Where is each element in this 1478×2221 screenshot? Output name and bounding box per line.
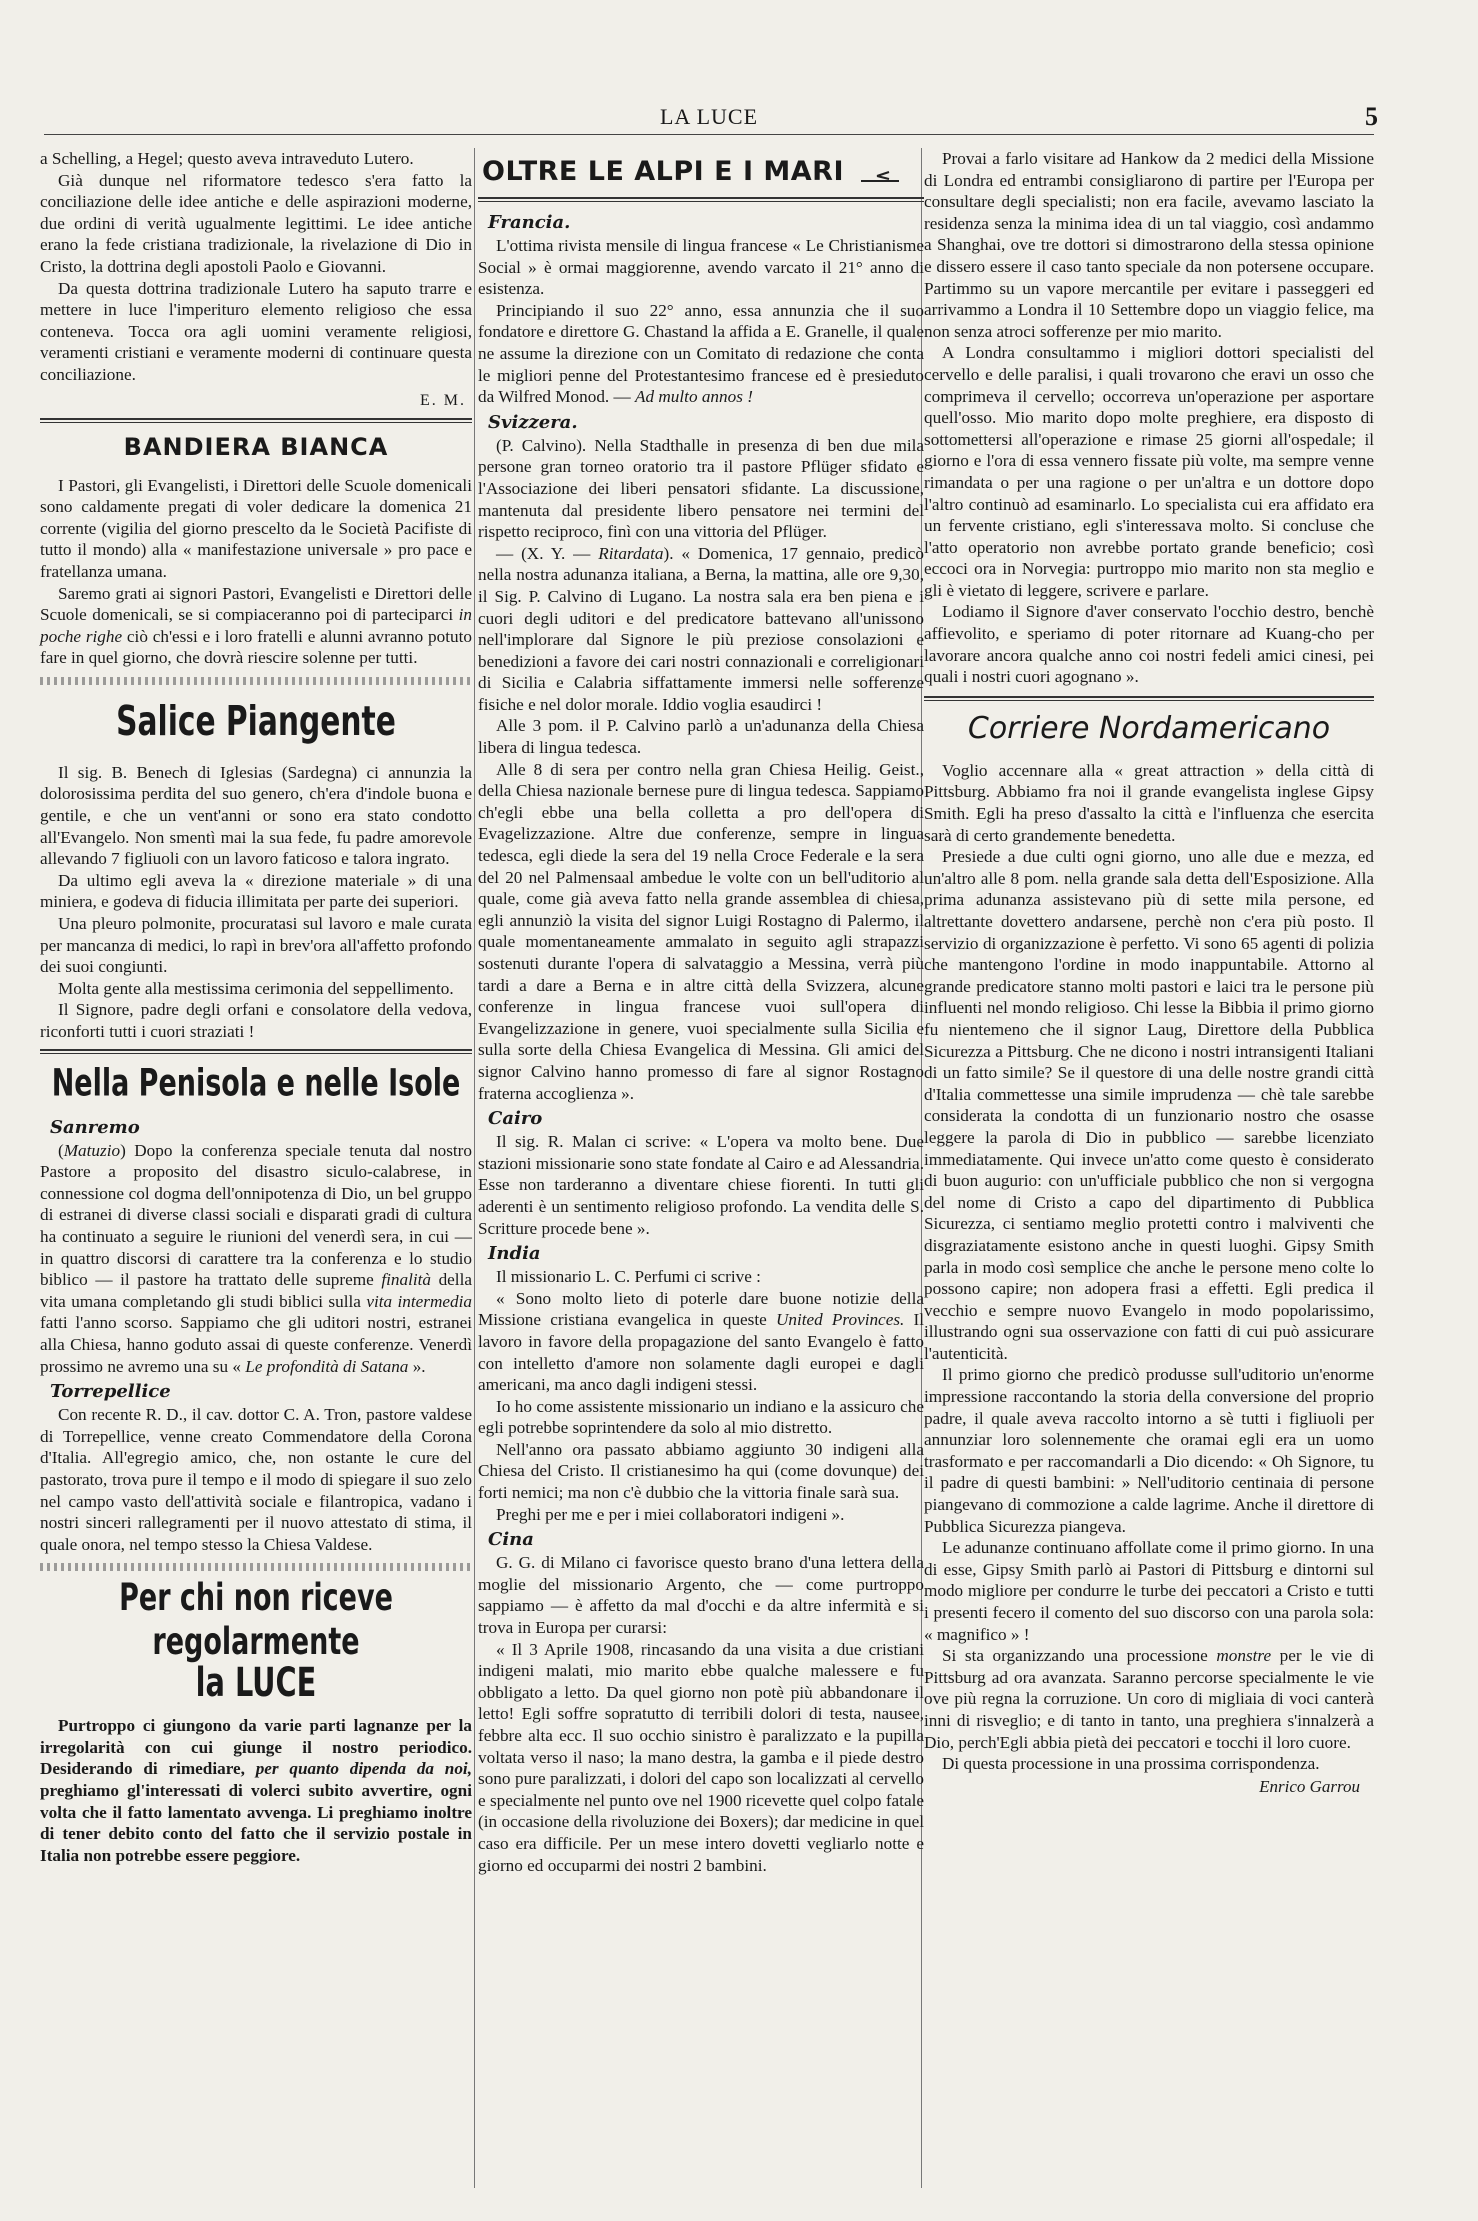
paragraph: Alle 8 di sera per contro nella gran Chiesa Heilig. Geist., della Chiesa nazionale bernese pure di lingua tedesca. Sappiamo ch'egli ebbe una bella colletta a pro dell'opera di Evagelizzazione. Altre due conferenze, sempre in lingua tedesca, egli diede la sera del 19 nella Croce Federale e la sera del 20 nel Palmensaal ambedue le volte con un bell'uditorio al quale, come già aveva fatto nella grande assemblea di chiesa, egli annunziò la visita del signor Luigi Rostagno di Palermo, il quale momentaneamente ammalato in seguito agli strapazzi sostenuti durante l'opera di salvataggio a Messina, verrà più tardi a dare a Berna e in altre città della Svizzera, alcune conferenze in lingua francese vuoi sull'opera di Evangelizzazione in genere, vuoi specialmente sulla Sicilia e sulla sorte della Chiesa Evangelica di Messina. Gli amici del signor Calvino hanno promesso di fare al signor Rostagno fraterna accoglienza ». <box>478 759 924 1103</box>
section-title-salice: Salice Piangente <box>116 696 396 745</box>
paragraph: Il sig. R. Malan ci scrive: « L'opera va molto bene. Due stazioni missionarie sono state fondate al Cairo e ad Alessandria. Esse non tarderanno a diventare chiese fiorenti. In tutti gli aderenti è un sentimento religioso profondo. La vendita delle S. Scritture procede bene ». <box>478 1132 924 1238</box>
paragraph: Io ho come assistente missionario un indiano e la assicuro che egli potrebbe soprintendere da solo al mio distretto. <box>478 1396 924 1438</box>
paragraph: Il Signore, padre degli orfani e consolatore della vedova, riconforti tutti i cuori straziati ! <box>40 1000 472 1041</box>
paragraph: I Pastori, gli Evangelisti, i Direttori delle Scuole domenicali sono caldamente pregati di voler dedicare la domenica 21 corrente (vigilia del giorno prescelto da le Società Pacifiste di tutto il mondo) alla « manifestazione universale » pro pace e fratellanza umana. <box>40 475 472 581</box>
paragraph: Una pleuro polmonite, procuratasi sul lavoro e male curata per mancanza di medici, lo rapì in brev'ora all'affetto profondo dei suoi congiunti. <box>40 914 472 977</box>
subheading-francia: Francia. <box>488 212 571 233</box>
page-header <box>44 102 1378 135</box>
paragraph: Principiando il suo 22° anno, essa annunzia che il suo fondatore e direttore G. Chastand la affida a E. Granelle, il quale ne assume la direzione con un Comitato di redazione che conta le migliori penne del Protestantesimo francese ed è presieduto da Wilfred Monod. — Ad multo annos ! <box>478 300 924 407</box>
section-title-per-chi: Per chi non riceve regolarmente <box>119 1576 393 1665</box>
section-divider <box>40 1049 472 1054</box>
subheading-svizzera: Svizzera. <box>488 411 578 433</box>
paragraph: Saremo grati ai signori Pastori, Evangelisti e Direttori delle Scuole domenicali, se si compiaceranno poi di parteciparci in poche righe ciò ch'essi e i loro fratelli e alunni avranno potuto fare in quel giorno, che dovrà riescire solenne per tutti. <box>40 583 472 668</box>
paragraph: — (X. Y. — Ritardata). « Domenica, 17 gennaio, predicò nella nostra adunanza italiana, a Berna, la mattina, alle ore 9,30, il Sig. P. Calvino di Lugano. La nostra sala era ben piena e i cuori degli uditori e del predicatore battevano all'unissono nell'implorare dal Signore le più preziose consolazioni e benedizioni a favore dei cari nostri connazionali e correligionari di Sicilia e Calabria siffattamente immersi nelle sofferenze fisiche e nel dolor morale. Iddio voglia esaudirci ! <box>478 543 924 714</box>
paragraph: « Sono molto lieto di poterle dare buone notizie della Missione cristiana evangelica in queste United Provinces. Il lavoro in favore della propagazione del santo Evangelo è fatto con intelletto d'amore non solamente dagli europei e dagli americani, ma anco dagli indigeni stessi. <box>478 1288 925 1395</box>
section-title-penisola: Nella Penisola e nelle Isole <box>51 1061 461 1105</box>
paragraph: Presiede a due culti ogni giorno, uno alle due e mezza, ed un'altro alle 8 pom. nella grande sala detta dell'Esposizione. Alla prima adunanza assistevano più di sette mila persone, ed altrettante dovettero andarsene, perchè non c'era più posto. Il servizio di organizzazione è perfetto. Vi sono 65 agenti di polizia che mantengono l'ordine in modo inappuntabile. Attorno al grande predicatore stanno molti pastori e laici tra le persone più influenti nel mondo religioso. Chi lesse la Bibbia il primo giorno fu nientemeno che il signor Laug, Direttore della Pubblica Sicurezza a Pittsburg. Che ne dicono i nostri intransigenti Italiani di un fatto simile? Se il questore di una delle nostre grandi città d'Italia commettesse una simile imprudenza — chè tale sarebbe considerata la condotta di un funzionario nostro che osasse leggere la parola di Dio in pubblico — sarebbe licenziato immediatamente. Qui invece un'atto come questo è considerato di buon augurio: con un'ufficiale pubblico che non si vergogna del nome di Cristo a capo del dipartimento di Pubblica Sicurezza, ci sentiamo meglio protetti contro i malviventi che disgraziatamente esistono anche in questi luoghi. Gipsy Smith parla in modo così semplice che anche le persone meno colte lo possono capire; non adopera frasi a effetti. Egli predica il vecchio e sempre nuovo Evangelo in modo popolarissimo, illustrando ogni sua osservazione con fatti di cui può assicurare l'autenticità. <box>924 847 1374 1363</box>
paragraph: Il missionario L. C. Perfumi ci scrive : <box>496 1267 761 1287</box>
section-divider <box>924 696 1374 701</box>
running-title: LA LUCE <box>659 104 759 129</box>
paragraph: G. G. di Milano ci favorisce questo brano d'una lettera della moglie del missionario Argento, che — come purtroppo sappiamo — è affetto da mal d'occhi e da altre infermità e si trova in Europa per curarsi: <box>478 1553 924 1638</box>
paragraph: Nell'anno ora passato abbiamo aggiunto 30 indigeni alla Chiesa del Cristo. Il cristianesimo ha qui (come dovunque) dei forti nemici; ma non c'è dubbio che la vittoria finale sarà sua. <box>478 1439 924 1503</box>
paragraph: Si sta organizzando una processione monstre per le vie di Pittsburg ad ora avanzata. Saranno percorse specialmente le vie ove più regna la corruzione. Un coro di migliaia di voci canterà inni di risveglio; e di tanto in tanto, una preghiera s'innalzerà a Dio, perch'Egli abbia pietà dei peccatori e tocchi il loro cuore. <box>924 1646 1374 1752</box>
column-left <box>40 148 472 1866</box>
section-divider <box>478 197 924 202</box>
paragraph: Preghi per me e per i miei collaboratori indigeni ». <box>496 1504 845 1524</box>
subheading-torrepellice: Torrepellice <box>50 1381 171 1403</box>
subheading-cairo: Cairo <box>488 1108 543 1130</box>
section-title-bandiera: BANDIERA BIANCA <box>123 432 389 461</box>
section-title-la-luce: la LUCE <box>195 1658 317 1707</box>
paragraph: Le adunanze continuano affollate come il primo giorno. In una di esse, Gipsy Smith parlò ai Pastori di Pittsburg e dintorni sul modo migliore per condurre le turbe dei peccatori a Cristo e tutti i presenti fecero il comento del suo discorso con una parola sola: « magnifico » ! <box>924 1538 1374 1644</box>
column-rule-1 <box>474 148 475 2188</box>
paragraph: Lodiamo il Signore d'aver conservato l'occhio destro, benchè affievolito, e speriamo di poter ritornare ad Kuang-cho per lavorare ancora qualche anno coi nostri fedeli amici cinesi, pei quali i nostri cuori agognano ». <box>924 602 1374 687</box>
paragraph: Purtroppo ci giungono da varie parti lagnanze per la irregolarità con cui giunge il nostro periodico. Desiderando di rimediare, per quanto dipenda da noi, preghiamo gl'interessati di volerci subito avvertire, ogni volta che il fatto lamentato avvenga. Li preghiamo inoltre di tener debito conto del fatto che il servizio postale in Italia non potrebbe essere peggiore. <box>40 1716 472 1865</box>
section-title-corriere: Corriere Nordamericano <box>967 710 1331 746</box>
paragraph: Con recente R. D., il cav. dottor C. A. Tron, pastore valdese di Torrepellice, venne creato Commendatore della Corona d'Italia. All'egregio amico, che, non ostante le cure del pastorato, trova pure il tempo e il modo di spiegare il suo zelo nel campo vasto dell'attività sociale e filantropica, vadano i nostri sinceri rallegramenti per il nuovo attestato di stima, il quale onora, nel tempo stesso la Chiesa Valdese. <box>40 1405 472 1554</box>
paragraph: « Il 3 Aprile 1908, rincasando da una visita a due cristiani indigeni malati, mio marito ebbe qualche malessere e fu obbligato a letto. Da quel giorno non potè più abbandonare il letto! Egli soffre sopratutto di terribili dolori di testa, nausee, febbre alta ecc. Il suo occhio sinistro è paralizzato e la pupilla voltata verso il naso; la mano destra, la gamba e il piede destro sono pure paralizzati, i dolori del capo son localizzati al cervello e specialmente nel punto ove nel 1900 ricevette quel colpo fatale (in occasione della rivoluzione dei Boxers); dar medicine in quel caso era difficile. Per un mese intero dovetti vegliarlo notte e giorno ed occuparmi dei nostri 2 bambini. <box>478 1639 924 1875</box>
paragraph: A Londra consultammo i migliori dottori specialisti del cervello e delle paralisi, i quali trovarono che eravi un osso che comprimeva il cervello; occorreva un'operazione per asportare quell'osso. Mio marito dopo molte preghiere, era disposto di sottomettersi all'operazione e rimase 25 giorni all'ospedale; il giorno e l'ora di essa vennero fissate più volte, ma sempre venne rimandata o per una ragione o per un'altra e un dottore dopo l'altro continuò ad esaminarlo. Lo specialista cui era affidato era un fervente cristiano, egli s'interessava molto. Si concluse che l'atto operatorio non avrebbe portato grande beneficio; così eccoci ora in Norvegia: purtroppo mio marito non sta meglio e gli è vietato di leggere, scrivere e parlare. <box>924 343 1374 600</box>
subheading-cina: Cina <box>488 1529 534 1551</box>
page-number: 5 <box>1365 102 1378 131</box>
paragraph: Di questa processione in una prossima corrispondenza. <box>942 1754 1320 1774</box>
paragraph: Alle 3 pom. il P. Calvino parlò a un'adunanza della Chiesa libera di lingua tedesca. <box>478 716 924 758</box>
paragraph: Da questa dottrina tradizionale Lutero ha saputo trarre e mettere in luce l'imperituro elemento religioso che essa conteneva. Tocca ora agli uomini veramente religiosi, veramenti cristiani e veramente moderni di continuare questa conciliazione. <box>40 278 472 384</box>
column-right <box>924 148 1374 1797</box>
subheading-sanremo: Sanremo <box>50 1116 140 1138</box>
section-divider <box>40 418 472 423</box>
paragraph: Provai a farlo visitare ad Hankow da 2 medici della Missione di Londra ed entrambi consigliarono di partire per l'Europa per consultare degli specialisti; non era facile, avevamo lasciato la residenza senza la minima idea di un tal viaggio, così andammo a Shanghai, ove tre dottori si dimostrarono della stessa opinione e dissero essere il caso tanto speciale da non potersene occupare. Partimmo su un vapore mercantile per evitare i passeggeri ed arrivammo a Londra il 10 Settembre dopo un viaggio felice, ma non senza atroci sofferenze per mio marito. <box>924 149 1374 341</box>
ornament-icon <box>859 167 901 185</box>
subheading-india: India <box>488 1243 541 1265</box>
section-title-oltre: OLTRE LE ALPI E I MARI <box>482 156 924 187</box>
paragraph: (P. Calvino). Nella Stadthalle in presenza di ben due mila persone gran torneo oratorio tra il pastore Pflüger sfidato e l'Associazione dei liberi pensatori sfidante. La discussione, mantenuta dal presidente libero pensatore nei termini del rispetto reciproco, finì con una vittoria del Pflüger. <box>478 435 924 542</box>
section-divider <box>40 677 472 685</box>
paragraph: L'ottima rivista mensile di lingua francese « Le Christianisme Social » è ormai maggiorenne, avendo varcato il 21° anno di esistenza. <box>478 236 924 299</box>
paragraph: Molta gente alla mestissima cerimonia del seppellimento. <box>58 978 454 998</box>
paragraph: Già dunque nel riformatore tedesco s'era fatto la conciliazione delle idee antiche e delle aspirazioni moderne, due ordini di verità ugualmente legittimi. Le idee antiche erano la fede cristiana tradizionale, la rivelazione di Dio in Cristo, la dottrina degli apostoli Paolo e Giovanni. <box>40 170 472 276</box>
paragraph: a Schelling, a Hegel; questo aveva intraveduto Lutero. <box>40 149 414 168</box>
paragraph: Il primo giorno che predicò produsse sull'uditorio un'enorme impressione raccontando la storia della conversione del proprio padre, il quale aveva raccolto intorno a sè tutti i figliuoli per annunziar loro solennemente che oramai egli era un uomo trasformato e per raccomandarli a Dio dicendo: « Oh Signore, tu il padre di questi bambini: » Nell'uditorio centinaia di persone piangevano di commozione a calde lagrime. Anche il direttore di Pubblica Sicurezza piangeva. <box>924 1365 1374 1536</box>
paragraph: Il sig. B. Benech di Iglesias (Sardegna) ci annunzia la dolorosissima perdita del suo genero, ch'era d'indole buona e gentile, e che un vent'anni or sono era stato condotto all'Evangelo. Non smentì mai la sua fede, fu padre amorevole allevando 7 figliuoli con un lavoro faticoso e talora ingrato. <box>40 762 472 869</box>
paragraph: (Matuzio) Dopo la conferenza speciale tenuta dal nostro Pastore a proposito del disastro siculo-calabrese, in connessione col dogma dell'onnipotenza di Dio, un bel gruppo di estranei di diverse classi sociali e disparati gradi di cultura ha continuato a seguire le riunioni del venerdì sera, in cui — in quattro discorsi di carattere tra la conferenza e lo studio biblico — il pastore ha trattato delle supreme finalità della vita umana completando gli studi biblici sulla vita intermedia fatti l'anno scorso. Sappiamo che gli uditori nostri, estranei alla Chiesa, hanno goduto assai di queste conferenze. Venerdì prossimo ne avremo una su « Le profondità di Satana ». <box>40 1140 472 1376</box>
signature: Enrico Garrou <box>1259 1776 1360 1796</box>
signature: E. M. <box>420 391 466 409</box>
paragraph: Voglio accennare alla « great attraction » della città di Pittsburg. Abbiamo fra noi il grande evangelista inglese Gipsy Smith. Egli ha preso d'assalto la città e l'influenza che esercita sarà di certo grandemente benedetta. <box>924 760 1374 845</box>
section-divider <box>40 1563 472 1571</box>
paragraph: Da ultimo egli aveva la « direzione materiale » di una miniera, e godeva di fiducia illimitata per parte dei superiori. <box>40 870 472 912</box>
column-middle <box>478 148 924 1876</box>
